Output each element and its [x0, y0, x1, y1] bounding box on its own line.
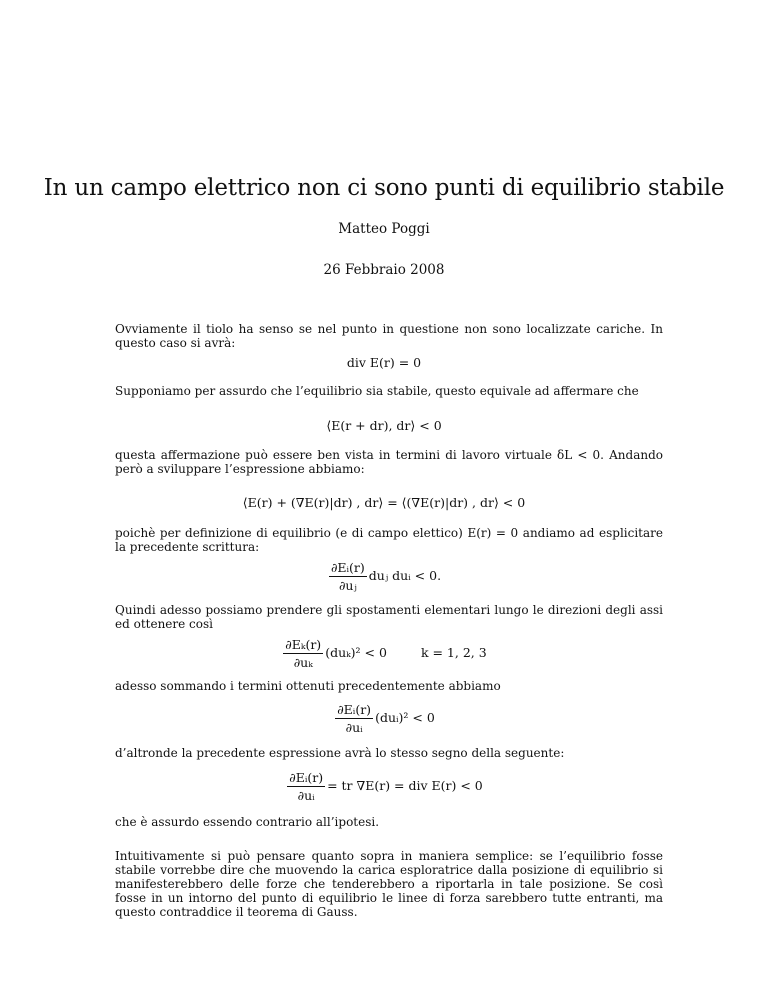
author-name: Matteo Poggi	[338, 221, 430, 237]
equation-trace	[0, 770, 768, 803]
paragraph-summation: adesso sommando i termini ottenuti precedentemente abbiamo	[115, 679, 501, 693]
paragraph-intuition: Intuitivamente si può pensare quanto sopra in maniera semplice: se l’equilibrio fosse stabile vorrebbe dire che muovendo la carica esploratrice dalla posizione di equilibrio si manifesterebbero delle forze che tenderebbero a riportarla in tale posizione. Se così fosse in un intorno del punto di equilibrio le linee di forza sarebbero tutte entranti, ma questo contraddice il teorema di Gauss.	[115, 849, 663, 919]
fraction-denominator: ∂uᵢ	[345, 720, 363, 735]
equation-tail: = tr ∇E(r) = div E(r) < 0	[327, 778, 483, 793]
fraction-denominator: ∂uₖ	[293, 655, 313, 670]
paper-title: In un campo elettrico non ci sono punti di equilibrio stabile	[43, 175, 725, 201]
fraction-denominator: ∂uᵢ	[297, 788, 315, 803]
paragraph-equilibrium: poichè per definizione di equilibrio (e di campo elettico) E(r) = 0 andiamo ad esplicitare la precedente scrittura:	[115, 526, 663, 554]
equation-stability: ⟨E(r + dr), dr⟩ < 0	[326, 418, 442, 433]
fraction-numerator: ∂Eᵢ(r)	[337, 702, 372, 717]
fraction-numerator: ∂Eᵢ(r)	[330, 560, 365, 575]
equation-tail: duⱼ duᵢ < 0.	[368, 568, 442, 583]
fraction	[329, 560, 367, 593]
paragraph-same-sign: d’altronde la precedente espressione avrà lo stesso segno della seguente:	[115, 746, 565, 760]
equation-tail: (duₖ)² < 0	[325, 645, 387, 660]
paragraph-virtual-work: questa affermazione può essere ben vista in termini di lavoro virtuale δL < 0. Andando però a sviluppare l’espressione abbiamo:	[115, 448, 663, 476]
equation-components	[0, 560, 768, 593]
paragraph-intro: Ovviamente il tiolo ha senso se nel punto in questione non sono localizzate cariche. In questo caso si avrà:	[115, 322, 663, 350]
fraction-numerator: ∂Eᵢ(r)	[289, 770, 324, 785]
fraction-denominator: ∂uⱼ	[338, 578, 357, 593]
paragraph-elementary-displacements: Quindi adesso possiamo prendere gli spostamenti elementari lungo le direzioni degli assi ed ottenere così	[115, 603, 663, 631]
equation-divergence: div E(r) = 0	[346, 355, 422, 370]
paragraph-hypothesis: Supponiamo per assurdo che l’equilibrio sia stabile, questo equivale ad affermare che	[115, 384, 639, 398]
equation-expansion: ⟨E(r) + (∇E(r)|dr) , dr⟩ = ⟨(∇E(r)|dr) , dr⟩ < 0	[242, 495, 526, 510]
paragraph-absurd: che è assurdo essendo contrario all’ipotesi.	[115, 815, 380, 829]
publication-date: 26 Febbraio 2008	[323, 262, 445, 278]
fraction	[287, 770, 325, 803]
equation-axis-components	[0, 637, 768, 670]
fraction	[283, 637, 323, 670]
equation-sum	[0, 702, 768, 735]
fraction-numerator: ∂Eₖ(r)	[285, 637, 322, 652]
equation-index: k = 1, 2, 3	[420, 645, 487, 660]
fraction	[335, 702, 373, 735]
equation-tail: (duᵢ)² < 0	[375, 710, 435, 725]
